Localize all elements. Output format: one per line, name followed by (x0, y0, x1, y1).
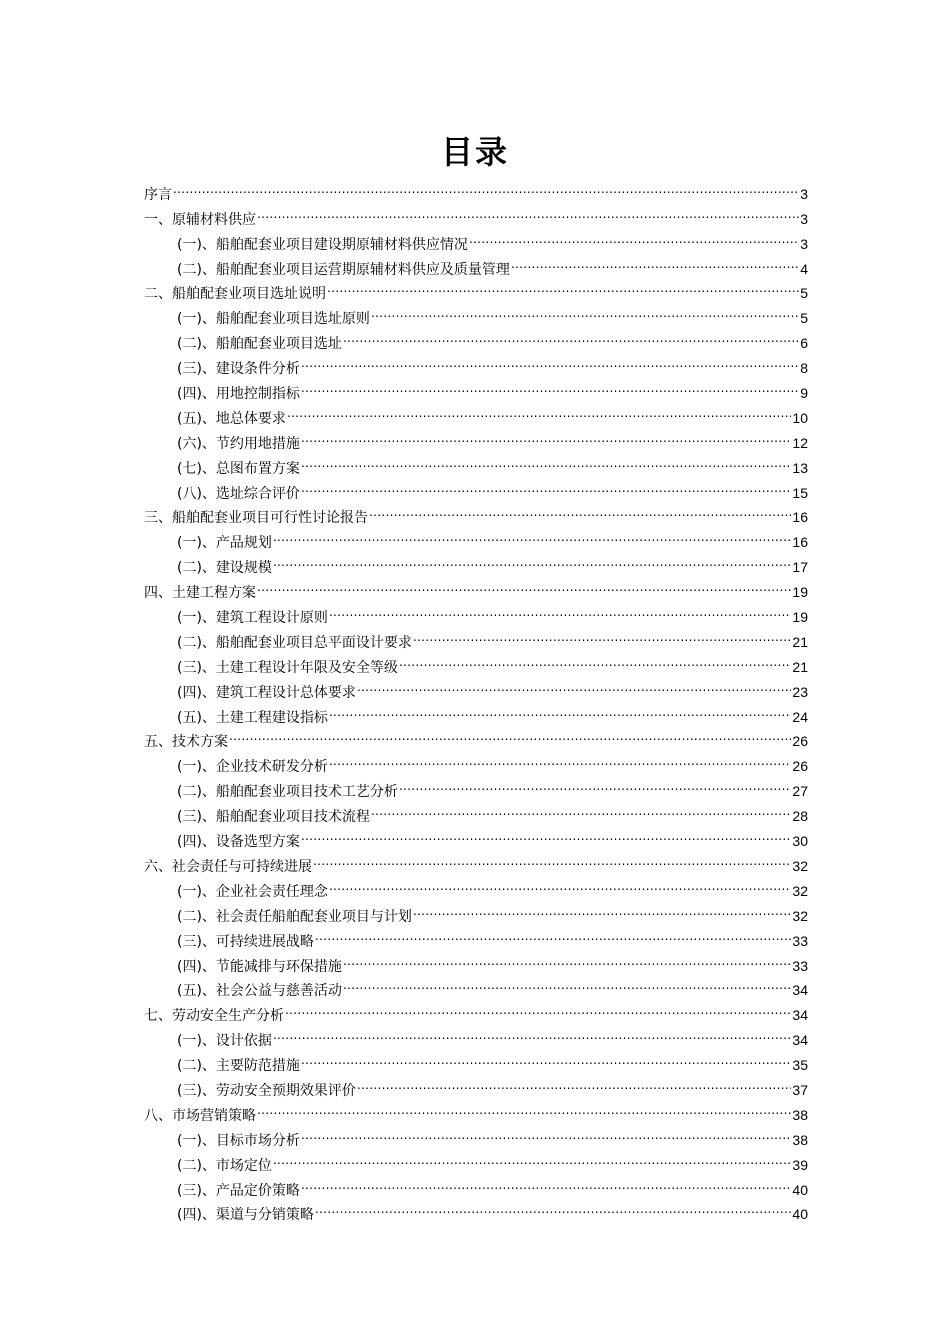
toc-page-number: 37 (792, 1081, 808, 1098)
toc-dot-leader (413, 622, 791, 647)
toc-entry-title: (三)、可持续进展战略 (177, 933, 314, 950)
toc-entry-title: (一)、设计依据 (177, 1033, 272, 1050)
toc-dot-leader (329, 597, 791, 622)
toc-page-number: 40 (792, 1206, 808, 1223)
toc-entry-title: 二、船舶配套业项目选址说明 (144, 286, 326, 303)
toc-dot-leader (327, 274, 799, 299)
toc-dot-leader (315, 1195, 791, 1220)
toc-dot-leader (301, 1170, 791, 1195)
toc-entry-title: (一)、企业社会责任理念 (177, 883, 328, 900)
toc-entry-title: (七)、总图布置方案 (177, 460, 300, 477)
toc-entry-title: (一)、目标市场分析 (177, 1132, 300, 1149)
toc-entry-title: (一)、船舶配套业项目建设期原辅材料供应情况 (177, 236, 468, 253)
toc-page-number: 13 (792, 459, 808, 476)
toc-page-number: 3 (800, 185, 808, 202)
toc-entry-title: (二)、建设规模 (177, 560, 272, 577)
toc-dot-leader (173, 174, 799, 199)
toc-entry-title: 序言 (144, 186, 172, 203)
toc-entry-title: (二)、船舶配套业项目总平面设计要求 (177, 634, 412, 651)
toc-page-number: 27 (792, 783, 808, 800)
toc-page-number: 21 (792, 633, 808, 650)
toc-dot-leader (369, 498, 791, 523)
toc-dot-leader (343, 946, 791, 971)
toc-entry-title: (三)、船舶配套业项目技术流程 (177, 809, 370, 826)
toc-page-number: 15 (792, 484, 808, 501)
toc-dot-leader (273, 547, 791, 572)
toc-entry-title: 一、原辅材料供应 (144, 211, 256, 228)
toc-dot-leader (273, 522, 791, 547)
toc-entry-title: 七、劳动安全生产分析 (144, 1008, 284, 1025)
toc-entry-title: (八)、选址综合评价 (177, 485, 300, 502)
toc-dot-leader (257, 1095, 791, 1120)
toc-entry-title: (四)、设备选型方案 (177, 834, 300, 851)
toc-dot-leader (343, 971, 791, 996)
toc-page-number: 26 (792, 758, 808, 775)
toc-entry-title: (三)、建设条件分析 (177, 361, 300, 378)
toc-page-number: 38 (792, 1106, 808, 1123)
toc-page-number: 19 (792, 609, 808, 626)
toc-entry-title: (四)、节能减排与环保措施 (177, 958, 342, 975)
toc-entry-title: (一)、船舶配套业项目选址原则 (177, 311, 370, 328)
toc-dot-leader (301, 473, 791, 498)
toc-entry-title: (四)、用地控制指标 (177, 386, 300, 403)
toc-entry-title: 六、社会责任与可持续进展 (144, 858, 312, 875)
toc-entry-title: (四)、建筑工程设计总体要求 (177, 684, 356, 701)
toc-dot-leader (273, 1145, 791, 1170)
toc-entry[interactable] (144, 174, 808, 203)
toc-entry-title: 四、土建工程方案 (144, 585, 256, 602)
toc-entry-title: (四)、渠道与分销策略 (177, 1207, 314, 1224)
toc-dot-leader (313, 846, 791, 871)
toc-page-number: 34 (792, 1007, 808, 1024)
toc-page-number: 3 (800, 210, 808, 227)
toc-dot-leader (399, 647, 791, 672)
toc-entry-title: (五)、社会公益与慈善活动 (177, 983, 342, 1000)
toc-entry-title: (一)、企业技术研发分析 (177, 759, 328, 776)
toc-entry-title: 三、船舶配套业项目可行性讨论报告 (144, 510, 368, 527)
toc-dot-leader (301, 821, 791, 846)
toc-entry-title: (一)、产品规划 (177, 535, 272, 552)
toc-dot-leader (511, 249, 799, 274)
toc-entry-title: (一)、建筑工程设计原则 (177, 610, 328, 627)
toc-dot-leader (257, 199, 799, 224)
toc-page-number: 34 (792, 1032, 808, 1049)
toc-dot-leader (301, 1045, 791, 1070)
toc-entry-title: 五、技术方案 (144, 734, 228, 751)
toc-page-number: 16 (792, 534, 808, 551)
toc-entry-title: (三)、土建工程设计年限及安全等级 (177, 659, 398, 676)
toc-page-number: 28 (792, 808, 808, 825)
toc-page-number: 19 (792, 584, 808, 601)
toc-dot-leader (343, 323, 799, 348)
toc-dot-leader (399, 771, 791, 796)
toc-entry-title: (五)、土建工程建设指标 (177, 709, 328, 726)
toc-page-number: 5 (800, 285, 808, 302)
toc-entry-title: (二)、市场定位 (177, 1157, 272, 1174)
toc-dot-leader (329, 697, 791, 722)
toc-dot-leader (301, 423, 791, 448)
toc-dot-leader (329, 871, 791, 896)
toc-page-number: 16 (792, 509, 808, 526)
toc-page-number: 35 (792, 1057, 808, 1074)
toc-page-number: 3 (800, 235, 808, 252)
toc-entry-title: (二)、船舶配套业项目技术工艺分析 (177, 784, 398, 801)
toc-entry-title: (二)、社会责任船舶配套业项目与计划 (177, 908, 412, 925)
toc-dot-leader (301, 348, 799, 373)
toc-dot-leader (371, 298, 799, 323)
toc-dot-leader (273, 1020, 791, 1045)
toc-page-number: 4 (800, 260, 808, 277)
toc-page-number: 30 (792, 833, 808, 850)
toc-entry-title: 八、市场营销策略 (144, 1107, 256, 1124)
toc-page-number: 32 (792, 882, 808, 899)
toc-dot-leader (371, 796, 791, 821)
toc-entry-title: (三)、产品定价策略 (177, 1182, 300, 1199)
toc-dot-leader (257, 572, 791, 597)
toc-page-number: 21 (792, 658, 808, 675)
toc-page-number: 12 (792, 434, 808, 451)
toc-page-number: 33 (792, 957, 808, 974)
toc-dot-leader (315, 921, 791, 946)
toc-entry-title: (三)、劳动安全预期效果评价 (177, 1082, 356, 1099)
toc-page-number: 32 (792, 907, 808, 924)
toc-dot-leader (329, 746, 791, 771)
toc-page-number: 24 (792, 708, 808, 725)
toc-dot-leader (301, 448, 791, 473)
toc-list (144, 174, 808, 1224)
toc-page-number: 34 (792, 982, 808, 999)
toc-dot-leader (357, 1070, 791, 1095)
toc-page-number: 26 (792, 733, 808, 750)
toc-dot-leader (413, 896, 791, 921)
toc-entry-title: (二)、船舶配套业项目运营期原辅材料供应及质量管理 (177, 261, 510, 278)
toc-dot-leader (357, 672, 791, 697)
toc-title: 目录 (440, 133, 509, 171)
toc-entry[interactable] (144, 199, 808, 228)
toc-page-number: 33 (792, 932, 808, 949)
toc-entry[interactable] (144, 746, 808, 776)
toc-dot-leader (301, 1120, 791, 1145)
toc-page-number: 32 (792, 857, 808, 874)
toc-dot-leader (287, 398, 791, 423)
toc-entry-title: (五)、地总体要求 (177, 410, 286, 427)
toc-page-number: 10 (792, 409, 808, 426)
toc-dot-leader (285, 995, 791, 1020)
toc-entry[interactable] (144, 722, 808, 751)
toc-page-number: 5 (800, 310, 808, 327)
toc-page-number: 40 (792, 1181, 808, 1198)
toc-page-number: 6 (800, 335, 808, 352)
toc-dot-leader (229, 722, 791, 747)
toc-page-number: 39 (792, 1156, 808, 1173)
toc-page-number: 9 (800, 385, 808, 402)
toc-page-number: 23 (792, 683, 808, 700)
toc-page-number: 17 (792, 559, 808, 576)
toc-page-number: 38 (792, 1131, 808, 1148)
toc-entry-title: (二)、主要防范措施 (177, 1058, 300, 1075)
toc-dot-leader (301, 373, 799, 398)
toc-page-number: 8 (800, 360, 808, 377)
toc-entry-title: (二)、船舶配套业项目选址 (177, 336, 342, 353)
toc-dot-leader (469, 224, 799, 249)
toc-entry-title: (六)、节约用地措施 (177, 435, 300, 452)
